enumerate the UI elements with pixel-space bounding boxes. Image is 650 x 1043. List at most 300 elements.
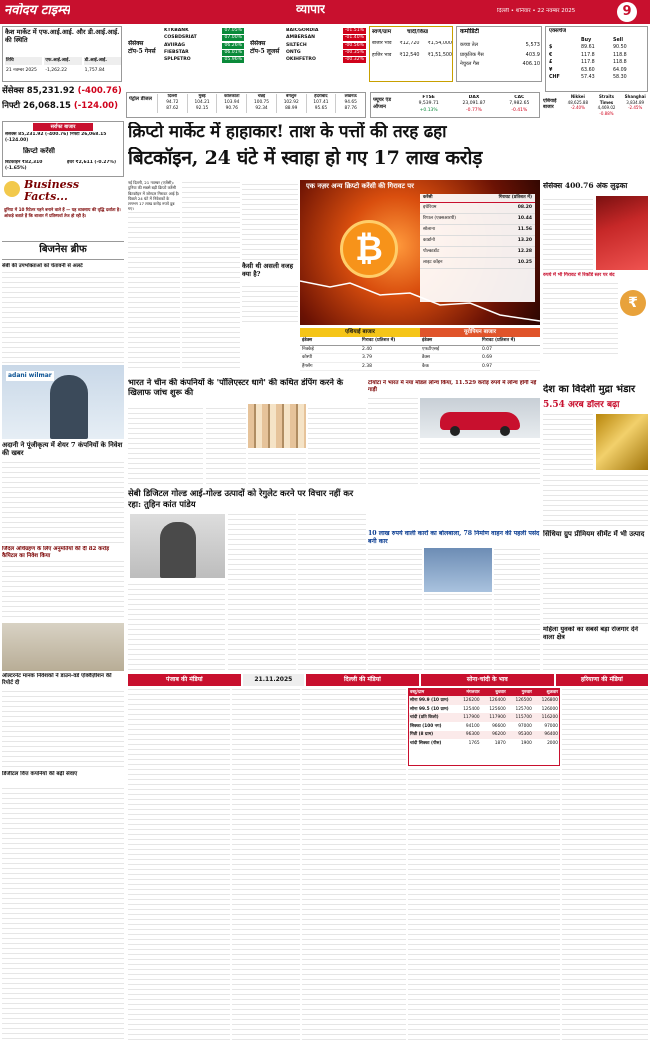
forex-col	[549, 37, 581, 44]
asia-name: Shanghai	[624, 94, 646, 99]
brand-logo: नवोदय टाइम्स	[4, 3, 71, 18]
digital-gold-body	[128, 580, 225, 670]
idx-row	[300, 346, 540, 355]
crypto-name: लाइट कॉइन	[423, 259, 443, 265]
thread-photo	[248, 404, 306, 448]
loser-row	[286, 50, 366, 56]
city-name: हैदराबाद	[314, 94, 328, 99]
asia-item	[594, 94, 620, 116]
idx-col: गिरावट (प्रतिशत में)	[482, 337, 516, 343]
crypto-name: कार्डानो	[423, 237, 435, 243]
stock-pct: 06.26%	[224, 42, 242, 48]
idx-col: इंडेक्स	[302, 337, 313, 343]
brief-title: बिजनेस ब्रीफ	[2, 241, 124, 260]
decline-polyline	[300, 281, 540, 321]
market-summary-title: सर्राफा बाजार	[33, 123, 93, 131]
asia-item	[622, 94, 648, 116]
europe-index-value: 0.07	[482, 346, 493, 352]
gold-price: 126800	[541, 697, 559, 703]
city-name: चेन्नई	[257, 94, 266, 99]
lead-body-text: नई दिल्ली, 21 नवम्बर (एजेंसी): दुनिया की सबसे बड़ी क्रिप्टो करेंसी बिटकॉइन में जोरदार गिरावट आई है। पिछले 24 घंटे में निवेशकों के लगभग 17 लाख करोड़ रुपये डूब गए।	[128, 180, 180, 212]
gold-item: चांदी (प्रति किलो)	[410, 715, 439, 721]
gold-price: 1900	[520, 740, 532, 746]
stock-pct: 07.05%	[224, 28, 242, 33]
europe-index-value: 0.69	[482, 355, 493, 361]
losers-box	[248, 26, 366, 82]
gainer-row	[164, 50, 244, 56]
brief2-headline: जिंदल अधिग्रहण के लिए अनुमतियों की दी 82 करोड़ कैपिटल का निवेश किया	[2, 546, 110, 559]
crypto-decline: 11.56	[517, 226, 532, 232]
gold-rates-table	[408, 688, 560, 766]
europe-index-name: एफटीएसई	[422, 346, 440, 352]
petrol-price: 104.21	[194, 100, 210, 106]
adani-headline: अदानी ने पूंजीकृत्य में शेयर 7 कंपनियों के निवेश की खबर	[2, 441, 123, 458]
asia-index-value: 2.40	[362, 346, 373, 352]
stock-name: AMBERSAN	[286, 35, 316, 41]
nifty-value: 26,068.15	[23, 101, 71, 112]
china-body2	[206, 404, 246, 484]
gold-price: 116200	[541, 715, 559, 721]
forex-reserve-body	[543, 414, 593, 470]
asia-index-name: कोस्पी	[302, 355, 313, 361]
sensex-label: सेंसेक्स	[2, 86, 24, 96]
fii-col-fii: एफ.आई.आई.	[44, 57, 81, 65]
dateline: दिल्ली • शनिवार • 22 नवम्बर 2025	[497, 8, 576, 14]
crypto-row	[420, 225, 535, 236]
facts-icon	[4, 181, 20, 197]
crypto-row	[420, 258, 535, 269]
asia-name: Nikkei	[570, 94, 585, 99]
forex-sell: 58.30	[613, 75, 627, 81]
crypto-name: पोल्काडॉट	[423, 248, 440, 254]
cars-headline: 10 लाख रुपये वाली कारों का बोलबाला, 78 निर्माण वाहन की पहली पसंद बनी कार	[368, 530, 540, 545]
lead-body-col3b	[242, 282, 298, 322]
asia-name: Straits Times	[598, 94, 615, 105]
gold-table-rows	[409, 696, 559, 747]
forex-reserve-headline-2: 5.54 अरब डॉलर बढ़ा	[543, 400, 620, 410]
asia-value: 48,625.88	[567, 99, 589, 105]
stock-name: AVIIRAG	[164, 42, 186, 48]
market-summary-line: सेंसेक्स 85,231.92 (-400.76) निफ्टी 26,068.15 (-124.00)	[5, 132, 107, 143]
page-number: 9	[617, 2, 637, 22]
rupee-headline: रुपये में भी गिरावट में रिकॉर्ड स्तर पर बंद	[543, 272, 615, 278]
cars-body	[368, 548, 422, 670]
commodity-value: 403.9	[525, 51, 540, 58]
bullion-box	[369, 26, 453, 82]
forex-box	[545, 26, 648, 92]
adani-body	[2, 461, 124, 543]
asia-change: -2.45%	[628, 105, 643, 111]
women-job-body	[543, 644, 648, 670]
adani-photo	[2, 365, 124, 439]
gold-row	[409, 731, 559, 740]
forex-reserve-body2	[543, 472, 648, 526]
stock-name: SPLPETRO	[164, 57, 191, 63]
gold-price: 1765	[468, 740, 480, 746]
rupee-icon: ₹	[620, 290, 646, 316]
commodity-name: कच्चा तेल	[460, 42, 479, 48]
china-headline: भारत ने चीन की कंपनियों के 'पॉलिएस्टर धागे' की कथित डंपिंग करने के खिलाफ जांच शुरू की	[128, 378, 344, 397]
asia-title: एशियाई बाजार	[543, 98, 557, 111]
brief4-body	[2, 785, 124, 1039]
digital-gold-body2	[228, 514, 296, 670]
commodity-name: नेचुरल गैस	[460, 61, 480, 67]
digital-gold-body3	[298, 514, 366, 670]
crypto-name: इथेरियम	[423, 204, 437, 210]
gold-price: 126000	[541, 706, 559, 712]
masthead	[0, 0, 650, 24]
crypto-name: रिप्पल (एक्सआरपी)	[423, 215, 457, 221]
gold-bars-photo	[596, 414, 648, 470]
gold-section-body	[408, 768, 560, 1040]
portrait-silhouette	[160, 522, 196, 578]
fno-item	[454, 95, 493, 114]
gainer-row	[164, 43, 244, 49]
gold-item: सोना 99.9 (10 ग्राम)	[410, 697, 449, 703]
crypto-graphic	[300, 180, 540, 325]
gold-table-head	[409, 689, 559, 696]
brief3-body	[2, 687, 124, 767]
gold-price: 126400	[489, 697, 506, 703]
europe-index-name: कैक	[422, 363, 429, 369]
gainers-label: सेंसेक्स टॉप-5 गेनर्स	[128, 40, 156, 55]
fno-change: +0.13%	[419, 107, 438, 113]
stock-pct: 05.96%	[224, 57, 242, 63]
forex-sell: 90.50	[613, 45, 627, 51]
forex-currency: ¥	[549, 67, 553, 73]
crypto-chart-caption: एक नज़र अन्य क्रिप्टो करेंसी की गिरावट पर	[306, 182, 414, 190]
prime-body	[543, 552, 648, 624]
petrol-price: 94.65	[344, 100, 357, 106]
sensex-drop-headline: सेंसेक्स 400.76 अंक लुढ़का	[543, 182, 628, 190]
stock-name: OKIHFETRO	[286, 57, 316, 63]
forex-buy: 117.8	[581, 52, 595, 58]
brief3-headline: ऑल्टरनेट मानक निवेशकों ने डाउन-वर्ड एक्विज़ीशन की रिपोर्ट दी	[2, 673, 112, 686]
fii-col-dii: डी.आई.आई.	[84, 57, 121, 65]
sensex-drop-body	[543, 196, 593, 270]
forex-row	[549, 74, 645, 81]
asia-change: -2.40%	[570, 105, 585, 111]
diesel-price: 92.34	[255, 106, 268, 112]
gold-item: चांदी सिक्का (पीस)	[410, 740, 442, 746]
gold-price: 94100	[465, 723, 480, 729]
bullion-row-label: हाजिर भाव	[372, 52, 392, 58]
gainer-row	[164, 35, 244, 41]
digital-gold-headline: सेबी डिजिटल गोल्ड आई-गोल्ड उत्पादों को रेगुलेट करने पर विचार नहीं कर रहा: तुहिन कांत पांडेय	[128, 488, 354, 509]
gold-row	[409, 713, 559, 722]
asia-market-label: एशियाई बाजार	[300, 328, 420, 337]
fno-value: 7,982.65	[509, 101, 530, 107]
petrol-city	[246, 94, 276, 113]
loser-row	[286, 35, 366, 41]
gainers-box	[126, 26, 244, 82]
commodity-box	[456, 26, 542, 82]
lead-headline-2: बिटकॉइन, 24 घंटे में स्वाहा हो गए 17 लाख करोड़	[128, 147, 483, 169]
gold-item: सिक्का (100 नग)	[410, 723, 442, 729]
gold-row	[409, 705, 559, 714]
gold-col: बुधवार	[495, 690, 506, 695]
diesel-price: 95.65	[314, 106, 328, 112]
commodity-value: 406.10	[522, 61, 540, 67]
fno-list	[409, 95, 539, 114]
stock-pct: -00.32%	[344, 57, 364, 63]
asia-index-value: 2.38	[362, 363, 373, 369]
stock-pct: -00.56%	[344, 42, 364, 48]
asia-value: 3,834.89	[626, 99, 645, 105]
gold-price: 97000	[544, 723, 559, 729]
diesel-price: 88.99	[285, 106, 298, 112]
forex-row	[549, 67, 645, 74]
section-title: व्यापार	[296, 2, 326, 16]
asia-box	[543, 94, 648, 118]
forex-buy: 63.60	[581, 67, 595, 73]
pandey-photo	[130, 514, 225, 578]
forex-row	[549, 52, 645, 59]
gold-row	[409, 696, 559, 705]
index-compare	[300, 328, 540, 376]
stock-pct: 06.01%	[224, 49, 242, 55]
fno-name: FTSE	[422, 95, 435, 100]
prime-headline: सिंधिया ग्रुप प्रीमियम सीमेंट में भी उत्पाद	[543, 530, 645, 538]
left-column	[2, 121, 124, 1041]
idx-col: गिरावट (प्रतिशत में)	[362, 337, 396, 343]
city-name: कोलकाता	[224, 94, 240, 99]
petrol-title: पेट्रोल डीजल	[129, 96, 152, 102]
haryana-mandi-body	[562, 688, 648, 1040]
asia-item	[565, 94, 591, 116]
lead-body-col2	[182, 180, 240, 368]
gold-price: 95300	[518, 732, 532, 738]
punjab-mandi-body2	[232, 688, 300, 1040]
crowd-photo	[424, 548, 492, 592]
women-job-headline: महिला युवकों का सबसे बड़ा रोजगार देने वाला क्षेत्र	[543, 626, 639, 641]
bullion-gold-value: ₹12,540	[399, 52, 420, 58]
business-facts-box	[2, 179, 124, 239]
fii-dii-box	[2, 26, 122, 82]
forex-buy: 89.61	[581, 45, 595, 51]
forex-sell: 64.09	[613, 67, 627, 73]
adani-logo: adani wilmar	[8, 372, 52, 379]
stock-name: SILTECH	[286, 42, 307, 48]
toyota-headline: टोयोटा ने भारत में नया मॉडल लॉन्च किया, 11.529 करोड़ रुपये में लॉन्च होगी नई गाड़ी	[368, 380, 537, 393]
gold-price: 125400	[463, 706, 480, 712]
bullion-row-label: बाजार भाव	[372, 41, 392, 46]
gold-row	[409, 722, 559, 731]
portrait-silhouette	[50, 375, 88, 439]
europe-index-value: 0.97	[482, 363, 493, 369]
forex-sell: 118.8	[613, 60, 627, 66]
bitcoin-coin-icon: ₿	[340, 220, 398, 278]
mandi-header: दिल्ली की मंडियां	[306, 674, 419, 686]
gold-col: वस्तु/ग्राम	[410, 690, 425, 695]
stock-pct: -00.35%	[344, 49, 364, 55]
city-name: मुंबई	[198, 94, 206, 99]
fii-value: -1,262.22	[45, 67, 67, 73]
nifty-label: निफ्टी	[2, 101, 21, 112]
commodity-name: प्राकृतिक गैस	[460, 51, 484, 58]
gold-col: मंगलवार	[466, 690, 480, 695]
petrol-price: 103.94	[224, 100, 240, 106]
sensex-change: (-400.76)	[77, 86, 122, 96]
bullion-silver-value: ₹1,51,500	[427, 52, 452, 58]
stock-name: KTKBANK	[164, 28, 189, 33]
brief2-body	[2, 561, 124, 617]
petrol-city	[276, 94, 306, 113]
idx-col: इंडेक्स	[422, 337, 433, 343]
gainer-row	[164, 57, 244, 63]
petrol-city	[335, 94, 365, 113]
losers-list	[286, 28, 366, 64]
forex-reserve-headline-1: देश का विदेशी मुद्रा भंडार	[543, 384, 636, 395]
forex-col: Buy	[581, 38, 592, 43]
mandi-header-strip	[128, 674, 648, 686]
forex-col: Sell	[613, 38, 623, 43]
crypto-decline: 12.28	[517, 248, 532, 254]
forex-currency: £	[549, 60, 553, 66]
gainers-list	[164, 28, 244, 64]
bullion-silver-value: ₹1,54,000	[427, 41, 452, 46]
decline-line	[300, 275, 540, 325]
diesel-price: 90.76	[225, 106, 238, 112]
lead-subhead: कैसी थी असली वजह क्या है?	[242, 262, 298, 278]
idx-rows	[300, 346, 540, 372]
bullion-gold-value: ₹12,720	[399, 41, 420, 46]
crypto-decline: 13.20	[517, 237, 532, 243]
gold-price: 115700	[515, 715, 532, 721]
gold-price: 117900	[463, 715, 480, 721]
gold-col: गुरुवार	[521, 690, 532, 695]
gainer-row	[164, 28, 244, 34]
fno-item	[500, 95, 539, 114]
mandi-header: सोना-चांदी के भाव	[421, 674, 554, 686]
dii-value: 1,757.84	[84, 67, 105, 73]
fii-dii-table	[5, 57, 121, 74]
forex-title: एक्सचेंज	[549, 28, 567, 34]
gold-price: 2000	[547, 740, 559, 746]
petrol-city	[306, 94, 336, 113]
commodity-title: कमोडिटी	[460, 28, 480, 35]
gold-label: स्वर्ण/ग्राम	[372, 29, 391, 35]
gold-price: 126500	[515, 697, 532, 703]
crypto-row	[420, 214, 535, 225]
car-photo	[420, 398, 540, 438]
fno-title: फ्यूचर एंड ऑप्शन	[373, 97, 391, 110]
china-body4	[308, 404, 366, 484]
facts-title: Business Facts...	[24, 179, 80, 204]
city-name: लखनऊ	[344, 94, 357, 99]
building-photo	[2, 623, 124, 671]
mandi-header: हरियाणा की मंडियां	[556, 674, 648, 686]
gold-item: सोना 99.5 (10 ग्राम)	[410, 706, 449, 712]
asia-index-name: निक्केई	[302, 346, 314, 352]
asia-index-value: 3.79	[362, 355, 373, 361]
losers-label: सेंसेक्स टॉप-5 लूजर्स	[250, 40, 280, 55]
stock-name: ONTG	[286, 49, 301, 55]
car-wheel	[500, 426, 510, 436]
idx-row	[300, 363, 540, 372]
forex-sell: 118.8	[613, 52, 627, 58]
crypto-title: क्रिप्टो करेंसी	[23, 147, 55, 155]
forex-buy: 57.43	[581, 75, 595, 81]
crypto-decline: 10.25	[517, 259, 532, 265]
stock-photo	[596, 196, 648, 270]
facts-text: दुनिया में 10 रिटेलर गहने बनाने वाले हैं — यह व्यवसाय की वृद्धि दर्शाता है। आंकड़े बताते हैं कि बाजार में प्रतिस्पर्धा तेज हो रही है।	[4, 207, 121, 218]
loser-row	[286, 28, 366, 34]
fno-box	[370, 92, 540, 118]
petrol-list	[157, 94, 365, 113]
forex-list	[549, 37, 645, 82]
stock-pct: -01.51%	[344, 28, 364, 33]
toyota-body	[368, 398, 418, 484]
gold-price: 1870	[494, 740, 506, 746]
petrol-box	[126, 92, 366, 118]
petrol-price: 107.41	[313, 100, 329, 106]
gold-price: 117900	[489, 715, 506, 721]
asia-value: 4,469.02	[597, 105, 616, 111]
gold-row	[409, 739, 559, 748]
forex-currency: €	[549, 52, 553, 58]
europe-index-name: डैक्स	[422, 355, 430, 361]
delhi-mandi-body	[302, 688, 406, 1040]
forex-head-row	[549, 37, 645, 44]
gold-price: 96600	[492, 723, 506, 729]
petrol-price: 102.92	[283, 100, 299, 106]
gold-price: 96400	[544, 732, 559, 738]
gold-col: शुक्रवार	[546, 690, 559, 695]
commodity-value: 5,573	[525, 42, 540, 48]
gold-price: 125700	[515, 706, 532, 712]
market-summary-box	[2, 121, 124, 177]
petrol-city	[216, 94, 246, 113]
nifty-change: (-124.00)	[73, 101, 118, 112]
mandi-date: 21.11.2025	[243, 674, 304, 686]
forex-row	[549, 44, 645, 51]
forex-currency: $	[549, 45, 553, 51]
idx-row	[300, 354, 540, 363]
mandi-header: पंजाब की मंडियां	[128, 674, 241, 686]
stock-name: FIEBSTAR	[164, 49, 189, 55]
china-body	[128, 404, 203, 484]
forex-buy: 117.8	[581, 60, 595, 66]
gold-price: 97000	[518, 723, 532, 729]
city-name: दिल्ली	[167, 94, 178, 99]
crypto-col-value: गिरावट (प्रतिशत में)	[498, 195, 532, 200]
petrol-city	[187, 94, 217, 113]
stock-name: BAICGORDIA	[286, 28, 319, 33]
diesel-price: 87.62	[166, 106, 179, 112]
asia-list	[565, 94, 648, 116]
lead-body-col3	[242, 180, 298, 260]
asia-change: -0.88%	[599, 110, 614, 116]
fno-change: -0.41%	[511, 107, 528, 113]
gold-price: 125600	[489, 706, 506, 712]
fno-item	[409, 95, 448, 114]
stock-pct: 07.00%	[224, 35, 242, 41]
fii-col-date: तिथि	[5, 57, 42, 65]
toyota-body2	[420, 440, 540, 484]
gold-price: 126200	[463, 697, 480, 703]
btc-price: बिटकॉइन ₹82,310 (-1.65%)	[5, 160, 43, 171]
crypto-decline: 08.20	[517, 204, 532, 210]
crypto-row	[420, 236, 535, 247]
loser-row	[286, 57, 366, 63]
brief-headline: सेबी की उपभोक्ताओं को चेतावनी से अलर्ट	[2, 263, 83, 269]
fii-date: 21 नवम्बर 2025	[6, 67, 37, 73]
crypto-decline: 10.44	[517, 215, 532, 221]
crypto-row	[420, 203, 535, 214]
car-wheel	[450, 426, 460, 436]
lead-headline-1: क्रिप्टो मार्केट में हाहाकार! ताश के पत्तों की तरह ढहा	[128, 122, 447, 142]
